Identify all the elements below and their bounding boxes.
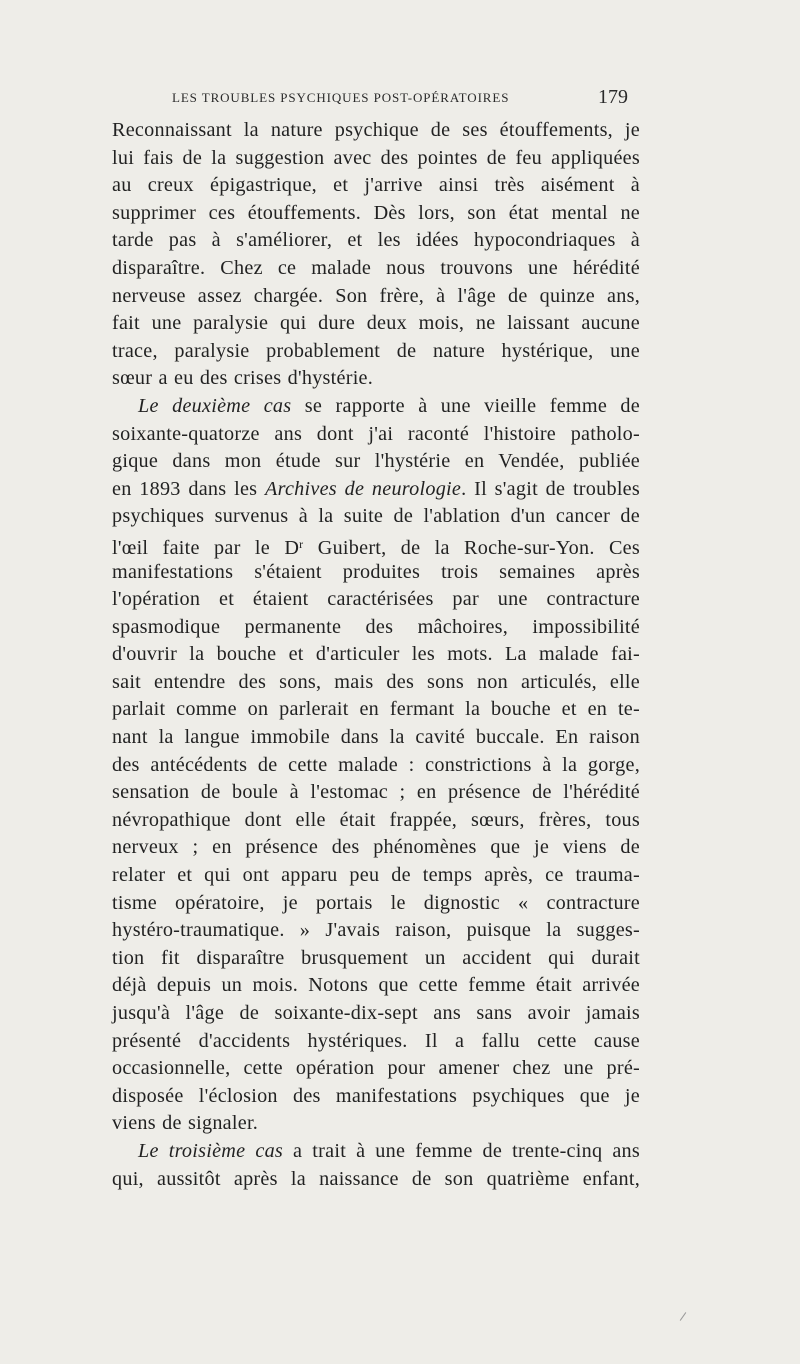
text-line: sœur a eu des crises d'hystérie.	[112, 367, 374, 390]
paragraph-start-line	[112, 393, 640, 421]
text-line: gique dans mon étude sur l'hystérie en Vendée, publiée	[112, 450, 640, 473]
text-line: tion fit disparaître brusquement un accident qui durait	[112, 946, 640, 969]
text-line: au creux épigastrique, et j'arrive ainsi très aisément à	[112, 174, 640, 197]
text-run: . Il s'agit de troubles	[461, 477, 640, 500]
text-line: disparaître. Chez ce malade nous trouvons une hérédité	[112, 256, 640, 279]
text-run: l'œil faite par le D	[112, 536, 300, 559]
page-number: 179	[598, 86, 628, 108]
text-line	[112, 476, 640, 504]
italic-case-label: Le troisième cas	[138, 1139, 284, 1162]
text-line: soixante-quatorze ans dont j'ai raconté l'histoire patholo-	[112, 422, 640, 445]
text-line: manifestations s'étaient produites trois semaines après	[112, 560, 640, 583]
text-line: psychiques survenus à la suite de l'ablation d'un cancer de	[112, 505, 640, 528]
text-line: tarde pas à s'améliorer, et les idées hypocondriaques à	[112, 229, 640, 252]
text-line: supprimer ces étouffements. Dès lors, son état mental ne	[112, 201, 640, 224]
text-line: sensation de boule à l'estomac ; en présence de l'hérédité	[112, 781, 640, 804]
text-line: fait une paralysie qui dure deux mois, ne laissant aucune	[112, 312, 640, 335]
text-line: qui, aussitôt après la naissance de son quatrième enfant,	[112, 1167, 640, 1190]
paragraph-start-line	[112, 1138, 640, 1166]
running-title: LES TROUBLES PSYCHIQUES POST-OPÉRATOIRES	[172, 90, 510, 105]
text-line: présenté d'accidents hystériques. Il a fallu cette cause	[112, 1029, 640, 1052]
text-line: hystéro-traumatique. » J'avais raison, puisque la sugges-	[112, 919, 640, 942]
text-line: des antécédents de cette malade : constrictions à la gorge,	[112, 753, 640, 776]
text-line: tisme opératoire, je portais le dignostic « contracture	[112, 891, 640, 914]
text-run: a trait à une femme de trente-cinq ans	[283, 1139, 640, 1162]
text-line: nerveuse assez chargée. Son frère, à l'âge de quinze ans,	[112, 284, 640, 307]
running-header	[172, 84, 628, 114]
text-line: trace, paralysie probablement de nature hystérique, une	[112, 339, 640, 362]
text-run: en 1893 dans les	[112, 477, 266, 500]
text-line: disposée l'éclosion des manifestations psychiques que je	[112, 1084, 640, 1107]
paper-speck	[680, 1312, 687, 1321]
body-text	[112, 117, 640, 1193]
text-line: déjà depuis un mois. Notons que cette femme était arrivée	[112, 974, 640, 997]
text-line: nerveux ; en présence des phénomènes que je viens de	[112, 836, 640, 859]
text-line: l'opération et étaient caractérisées par une contracture	[112, 588, 640, 611]
text-line: sait entendre des sons, mais des sons non articulés, elle	[112, 670, 640, 693]
text-line: parlait comme on parlerait en fermant la bouche et en te-	[112, 698, 640, 721]
superscript: r	[299, 536, 304, 551]
text-line: relater et qui ont apparu peu de temps après, ce trauma-	[112, 864, 640, 887]
text-line: nant la langue immobile dans la cavité buccale. En raison	[112, 726, 640, 749]
text-line: occasionnelle, cette opération pour amener chez une pré-	[112, 1057, 640, 1080]
text-line: spasmodique permanente des mâchoires, impossibilité	[112, 615, 640, 638]
text-line: névropathique dont elle était frappée, sœurs, frères, tous	[112, 808, 640, 831]
text-line: jusqu'à l'âge de soixante-dix-sept ans sans avoir jamais	[112, 1002, 640, 1024]
journal-title: Archives de neurologie	[265, 477, 462, 500]
text-line: lui fais de la suggestion avec des pointes de feu appliquées	[112, 146, 640, 169]
italic-case-label: Le deuxième cas	[138, 394, 292, 417]
text-line: viens de signaler.	[112, 1112, 259, 1135]
text-line: Reconnaissant la nature psychique de ses étouffements, je	[112, 119, 640, 141]
text-line: d'ouvrir la bouche et d'articuler les mots. La malade fai-	[112, 643, 640, 666]
text-run: se rapporte à une vieille femme de	[291, 394, 640, 417]
text-run: Guibert, de la Roche-sur-Yon. Ces	[303, 536, 641, 559]
text-line	[112, 531, 640, 559]
